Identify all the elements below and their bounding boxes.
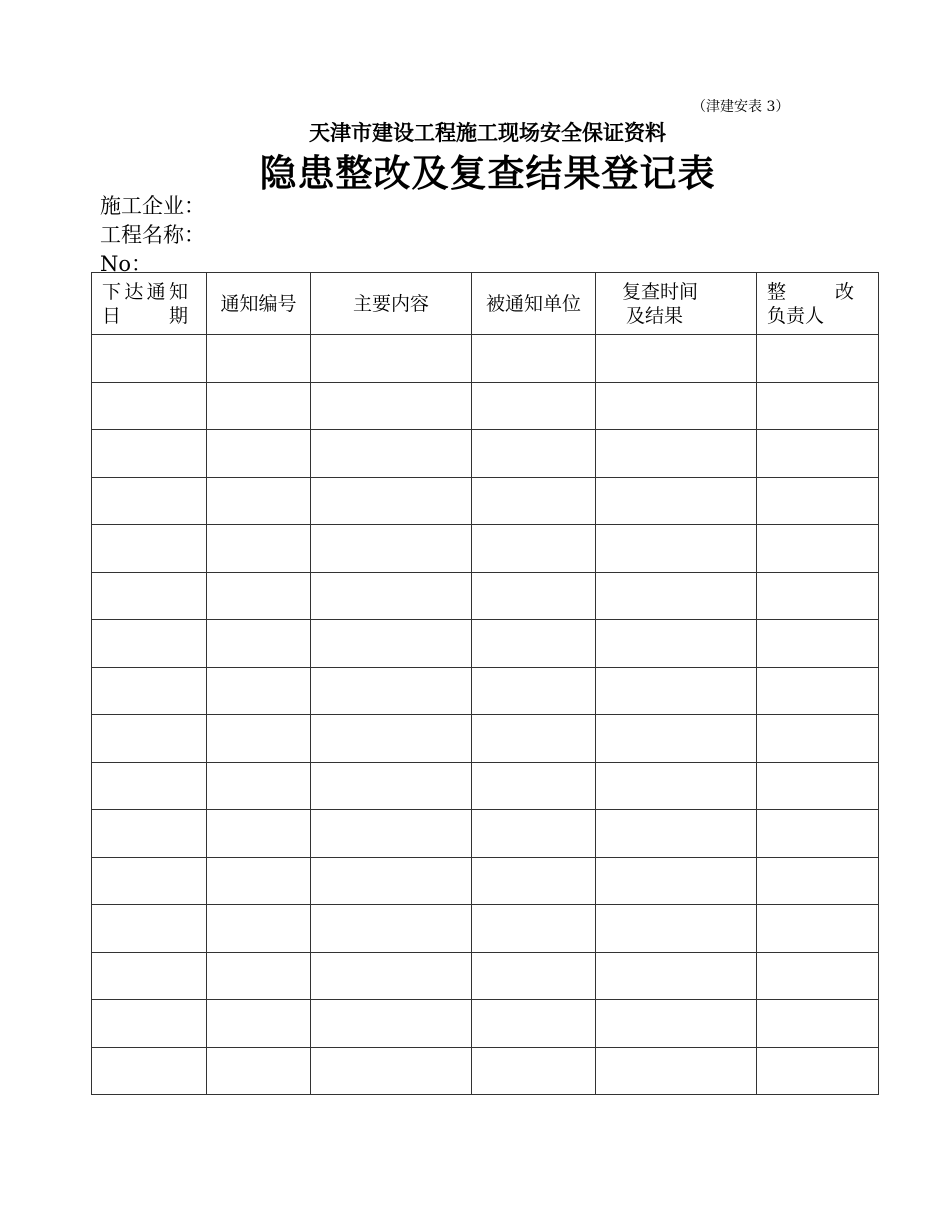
cell-rectification-owner[interactable] (757, 715, 879, 763)
cell-notice-date[interactable] (92, 667, 207, 715)
column-header-rectification-owner (757, 273, 879, 335)
cell-rectification-owner[interactable] (757, 572, 879, 620)
cell-review-result[interactable] (596, 905, 757, 953)
column-header-line: 及结果 (626, 304, 684, 327)
cell-main-content[interactable] (311, 620, 472, 668)
number-label: No： (100, 252, 153, 276)
project-name-label: 工程名称： (100, 223, 205, 247)
table-row (92, 382, 879, 430)
cell-notified-unit[interactable] (472, 810, 596, 858)
table-row (92, 1047, 879, 1095)
cell-notice-number[interactable] (207, 1047, 311, 1095)
register-body (92, 335, 879, 1095)
cell-review-result[interactable] (596, 667, 757, 715)
cell-review-result[interactable] (596, 477, 757, 525)
column-header-line: 整 改 (767, 280, 854, 303)
column-header-line: 通知编号 (220, 292, 297, 315)
cell-review-result[interactable] (596, 857, 757, 905)
cell-review-result[interactable] (596, 762, 757, 810)
column-header-line: 复查时间 (622, 280, 699, 303)
cell-notified-unit[interactable] (472, 335, 596, 383)
cell-main-content[interactable] (311, 667, 472, 715)
cell-main-content[interactable] (311, 905, 472, 953)
cell-notice-date[interactable] (92, 382, 207, 430)
cell-main-content[interactable] (311, 477, 472, 525)
cell-main-content[interactable] (311, 810, 472, 858)
cell-review-result[interactable] (596, 525, 757, 573)
column-header-notice-date (92, 273, 207, 335)
cell-rectification-owner[interactable] (757, 335, 879, 383)
cell-notice-number[interactable] (207, 430, 311, 478)
cell-notice-date[interactable] (92, 810, 207, 858)
cell-notified-unit[interactable] (472, 1000, 596, 1048)
column-header-notice-number (207, 273, 311, 335)
cell-notice-number[interactable] (207, 715, 311, 763)
cell-rectification-owner[interactable] (757, 857, 879, 905)
table-row (92, 430, 879, 478)
cell-notified-unit[interactable] (472, 715, 596, 763)
cell-main-content[interactable] (311, 1000, 472, 1048)
cell-main-content[interactable] (311, 715, 472, 763)
cell-notice-number[interactable] (207, 382, 311, 430)
cell-main-content[interactable] (311, 335, 472, 383)
cell-notice-date[interactable] (92, 1047, 207, 1095)
table-row (92, 525, 879, 573)
cell-notified-unit[interactable] (472, 762, 596, 810)
document-title: 隐患整改及复查结果登记表 (259, 152, 716, 195)
cell-rectification-owner[interactable] (757, 952, 879, 1000)
table-row (92, 1000, 879, 1048)
table-row (92, 335, 879, 383)
table-row (92, 952, 879, 1000)
cell-notice-number[interactable] (207, 952, 311, 1000)
cell-notice-date[interactable] (92, 572, 207, 620)
cell-rectification-owner[interactable] (757, 382, 879, 430)
cell-notified-unit[interactable] (472, 1047, 596, 1095)
cell-notice-number[interactable] (207, 335, 311, 383)
cell-notice-number[interactable] (207, 667, 311, 715)
cell-main-content[interactable] (311, 525, 472, 573)
cell-review-result[interactable] (596, 382, 757, 430)
table-row (92, 905, 879, 953)
cell-rectification-owner[interactable] (757, 430, 879, 478)
column-header-line: 主要内容 (352, 292, 429, 315)
cell-main-content[interactable] (311, 430, 472, 478)
table-row (92, 667, 879, 715)
cell-notice-date[interactable] (92, 1000, 207, 1048)
table-row (92, 810, 879, 858)
cell-notice-date[interactable] (92, 525, 207, 573)
cell-notified-unit[interactable] (472, 952, 596, 1000)
column-header-line: 日 期 (102, 304, 188, 327)
cell-notice-number[interactable] (207, 857, 311, 905)
cell-main-content[interactable] (311, 857, 472, 905)
cell-rectification-owner[interactable] (757, 905, 879, 953)
cell-notified-unit[interactable] (472, 430, 596, 478)
cell-review-result[interactable] (596, 572, 757, 620)
cell-notice-number[interactable] (207, 762, 311, 810)
table-row (92, 572, 879, 620)
cell-notice-number[interactable] (207, 1000, 311, 1048)
cell-review-result[interactable] (596, 620, 757, 668)
cell-notice-number[interactable] (207, 477, 311, 525)
table-row (92, 620, 879, 668)
cell-notice-date[interactable] (92, 620, 207, 668)
cell-review-result[interactable] (596, 1047, 757, 1095)
column-header-line: 负责人 (767, 304, 825, 327)
cell-notified-unit[interactable] (472, 572, 596, 620)
cell-notice-date[interactable] (92, 335, 207, 383)
cell-rectification-owner[interactable] (757, 525, 879, 573)
cell-review-result[interactable] (596, 810, 757, 858)
cell-rectification-owner[interactable] (757, 620, 879, 668)
cell-notice-number[interactable] (207, 572, 311, 620)
cell-notified-unit[interactable] (472, 477, 596, 525)
column-header-main-content (311, 273, 472, 335)
document-subtitle: 天津市建设工程施工现场安全保证资料 (309, 121, 666, 145)
cell-rectification-owner[interactable] (757, 762, 879, 810)
cell-notified-unit[interactable] (472, 525, 596, 573)
cell-notice-date[interactable] (92, 762, 207, 810)
column-header-line: 下达通知 (102, 280, 188, 303)
cell-main-content[interactable] (311, 762, 472, 810)
cell-notified-unit[interactable] (472, 620, 596, 668)
cell-notice-date[interactable] (92, 857, 207, 905)
header-row (92, 273, 879, 335)
cell-rectification-owner[interactable] (757, 667, 879, 715)
cell-notified-unit[interactable] (472, 382, 596, 430)
cell-rectification-owner[interactable] (757, 477, 879, 525)
cell-notice-number[interactable] (207, 810, 311, 858)
column-header-review-result (596, 273, 757, 335)
cell-notice-date[interactable] (92, 477, 207, 525)
form-code: （津建安表 3） (692, 99, 790, 115)
cell-rectification-owner[interactable] (757, 810, 879, 858)
cell-rectification-owner[interactable] (757, 1000, 879, 1048)
cell-main-content[interactable] (311, 572, 472, 620)
column-header-line: 被通知单位 (485, 292, 581, 315)
cell-notice-date[interactable] (92, 715, 207, 763)
cell-main-content[interactable] (311, 952, 472, 1000)
cell-notified-unit[interactable] (472, 667, 596, 715)
table-row (92, 715, 879, 763)
cell-notice-number[interactable] (207, 905, 311, 953)
cell-main-content[interactable] (311, 382, 472, 430)
cell-notice-number[interactable] (207, 525, 311, 573)
company-label: 施工企业： (100, 194, 205, 218)
cell-notice-date[interactable] (92, 430, 207, 478)
cell-notice-date[interactable] (92, 905, 207, 953)
cell-main-content[interactable] (311, 1047, 472, 1095)
cell-notified-unit[interactable] (472, 905, 596, 953)
cell-rectification-owner[interactable] (757, 1047, 879, 1095)
cell-notified-unit[interactable] (472, 857, 596, 905)
table-row (92, 477, 879, 525)
cell-review-result[interactable] (596, 1000, 757, 1048)
column-header-notified-unit (472, 273, 596, 335)
cell-review-result[interactable] (596, 430, 757, 478)
cell-review-result[interactable] (596, 715, 757, 763)
cell-review-result[interactable] (596, 335, 757, 383)
cell-review-result[interactable] (596, 952, 757, 1000)
table-row (92, 762, 879, 810)
table-row (92, 857, 879, 905)
cell-notice-date[interactable] (92, 952, 207, 1000)
cell-notice-number[interactable] (207, 620, 311, 668)
register-table (91, 272, 879, 1095)
